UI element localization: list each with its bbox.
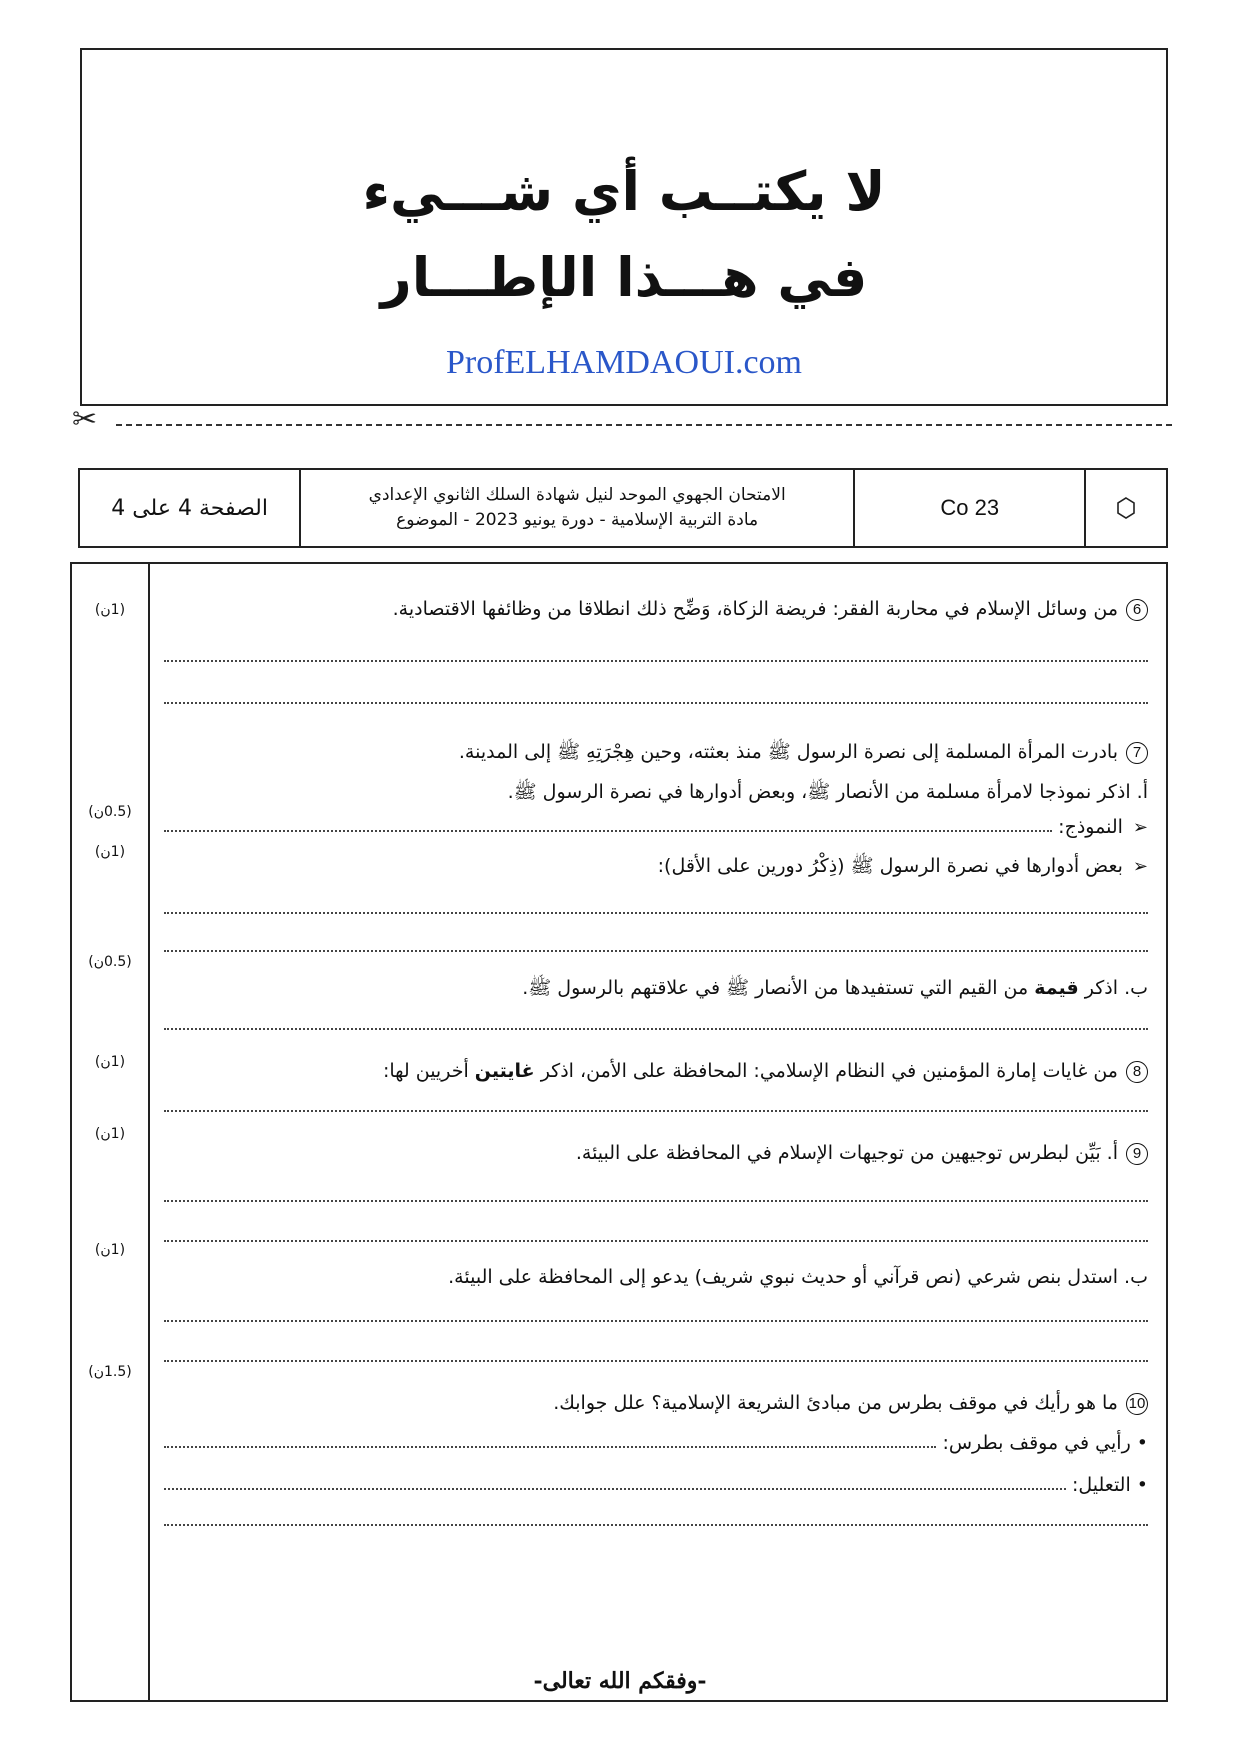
score-q6: (1ن) — [94, 602, 126, 618]
cut-line-row — [72, 402, 1172, 438]
question-7 — [459, 740, 1148, 768]
reason-answer-line[interactable] — [164, 1474, 1148, 1496]
question-7a: أ. اذكر نموذجا لامرأة مسلمة من الأنصار ﷺ، وبعض أدوارها في نصرة الرسول ﷺ. — [507, 781, 1148, 803]
question-number-10: 10 — [1126, 1393, 1148, 1415]
answer-line[interactable] — [164, 950, 1148, 952]
answer-fill[interactable] — [164, 830, 1052, 832]
q7b-prefix: ب. اذكر — [1084, 977, 1148, 999]
scissors-icon: ✂ — [72, 402, 98, 437]
answer-line[interactable] — [164, 660, 1148, 662]
question-7-text: بادرت المرأة المسلمة إلى نصرة الرسول ﷺ منذ بعثته، وحين هِجْرَتِهِ ﷺ إلى المدينة. — [458, 741, 1118, 763]
q10-text: ما هو رأيك في موقف بطرس من مبادئ الشريعة الإسلامية؟ علل جوابك. — [553, 1392, 1118, 1414]
answer-line[interactable] — [164, 1360, 1148, 1362]
question-9b: ب. استدل بنص شرعي (نص قرآني أو حديث نبوي شريف) يدعو إلى المحافظة على البيئة. — [448, 1266, 1148, 1288]
answer-line[interactable] — [164, 1200, 1148, 1202]
score-q10: (1.5ن) — [88, 1364, 132, 1380]
closing-wish: -وفقكم الله تعالى- — [533, 1668, 707, 1694]
exam-title-line-1: الامتحان الجهوي الموحد لنيل شهادة السلك الثانوي الإعدادي — [368, 485, 786, 506]
answer-line[interactable] — [164, 1110, 1148, 1112]
q8-suffix: أخريين لها: — [382, 1060, 469, 1082]
reason-label: • التعليل: — [1071, 1474, 1148, 1496]
question-7b — [522, 976, 1148, 1004]
q8-prefix: من غايات إمارة المؤمنين في النظام الإسلامي: المحافظة على الأمن، اذكر — [540, 1060, 1118, 1082]
answer-line[interactable] — [164, 1028, 1148, 1030]
opinion-label: • رأيي في موقف بطرس: — [942, 1432, 1148, 1454]
opinion-answer-line[interactable] — [164, 1432, 1148, 1454]
answer-line[interactable] — [164, 1320, 1148, 1322]
q8-bold: غايتين — [474, 1060, 535, 1082]
score-q7-roles: (1ن) — [94, 844, 126, 860]
score-column — [72, 564, 150, 1700]
model-answer-line[interactable] — [164, 816, 1148, 838]
question-6-text: من وسائل الإسلام في محاربة الفقر: فريضة الزكاة، وَضِّح ذلك انطلاقا من وظائفها الاقتصادية. — [392, 598, 1118, 620]
no-write-frame — [80, 48, 1168, 406]
exam-header — [78, 468, 1168, 548]
website-link[interactable]: ProfELHAMDAOUI.com — [445, 344, 802, 381]
emblem-shape-icon — [1114, 496, 1138, 520]
question-6 — [393, 598, 1148, 621]
notice-line-2: في هـــذا الإطـــار — [380, 246, 868, 309]
arrow-icon: ➢ — [1132, 856, 1148, 877]
score-q8: (1ن) — [94, 1054, 126, 1070]
score-q7-model: (0.5ن) — [88, 804, 132, 820]
q9a-text: أ. بَيِّن لبطرس توجيهين من توجيهات الإسلام في المحافظة على البيئة. — [575, 1142, 1118, 1164]
exam-title-line-2: مادة التربية الإسلامية - دورة يونيو 2023 - الموضوع — [396, 510, 759, 530]
score-q9-a: (1ن) — [94, 1126, 126, 1142]
score-q9-b: (1ن) — [94, 1242, 126, 1258]
answer-line[interactable] — [164, 1524, 1148, 1526]
score-q7-b: (0.5ن) — [88, 954, 132, 970]
answer-line[interactable] — [164, 1240, 1148, 1242]
exam-title — [301, 470, 855, 546]
questions-box — [70, 562, 1168, 1702]
notice-line-1: لا يكتــب أي شـــيء — [362, 160, 886, 223]
q7b-suffix: من القيم التي تستفيدها من الأنصار ﷺ في علاقتهم بالرسول ﷺ. — [522, 977, 1029, 999]
question-8 — [383, 1060, 1148, 1083]
answer-fill[interactable] — [164, 1488, 1066, 1490]
page-number: الصفحة 4 على 4 — [80, 470, 301, 546]
question-number-8: 8 — [1126, 1061, 1148, 1083]
question-number-7: 7 — [1126, 742, 1148, 764]
model-label: النموذج: — [1058, 816, 1123, 838]
answer-fill[interactable] — [164, 1446, 936, 1448]
question-9a — [576, 1142, 1148, 1165]
arrow-icon: ➢ — [1132, 817, 1148, 838]
question-number-6: 6 — [1126, 599, 1148, 621]
roles-label: بعض أدوارها في نصرة الرسول ﷺ (ذِكْرُ دورين على الأقل): — [657, 855, 1123, 877]
q7b-bold: قيمة — [1034, 977, 1079, 999]
answer-line[interactable] — [164, 702, 1148, 704]
question-10 — [553, 1392, 1148, 1415]
cut-dashed-line — [116, 424, 1172, 426]
answer-line[interactable] — [164, 912, 1148, 914]
exam-code: Co 23 — [855, 470, 1086, 546]
emblem-icon — [1086, 470, 1166, 546]
question-number-9: 9 — [1126, 1143, 1148, 1165]
roles-prompt — [658, 854, 1148, 882]
